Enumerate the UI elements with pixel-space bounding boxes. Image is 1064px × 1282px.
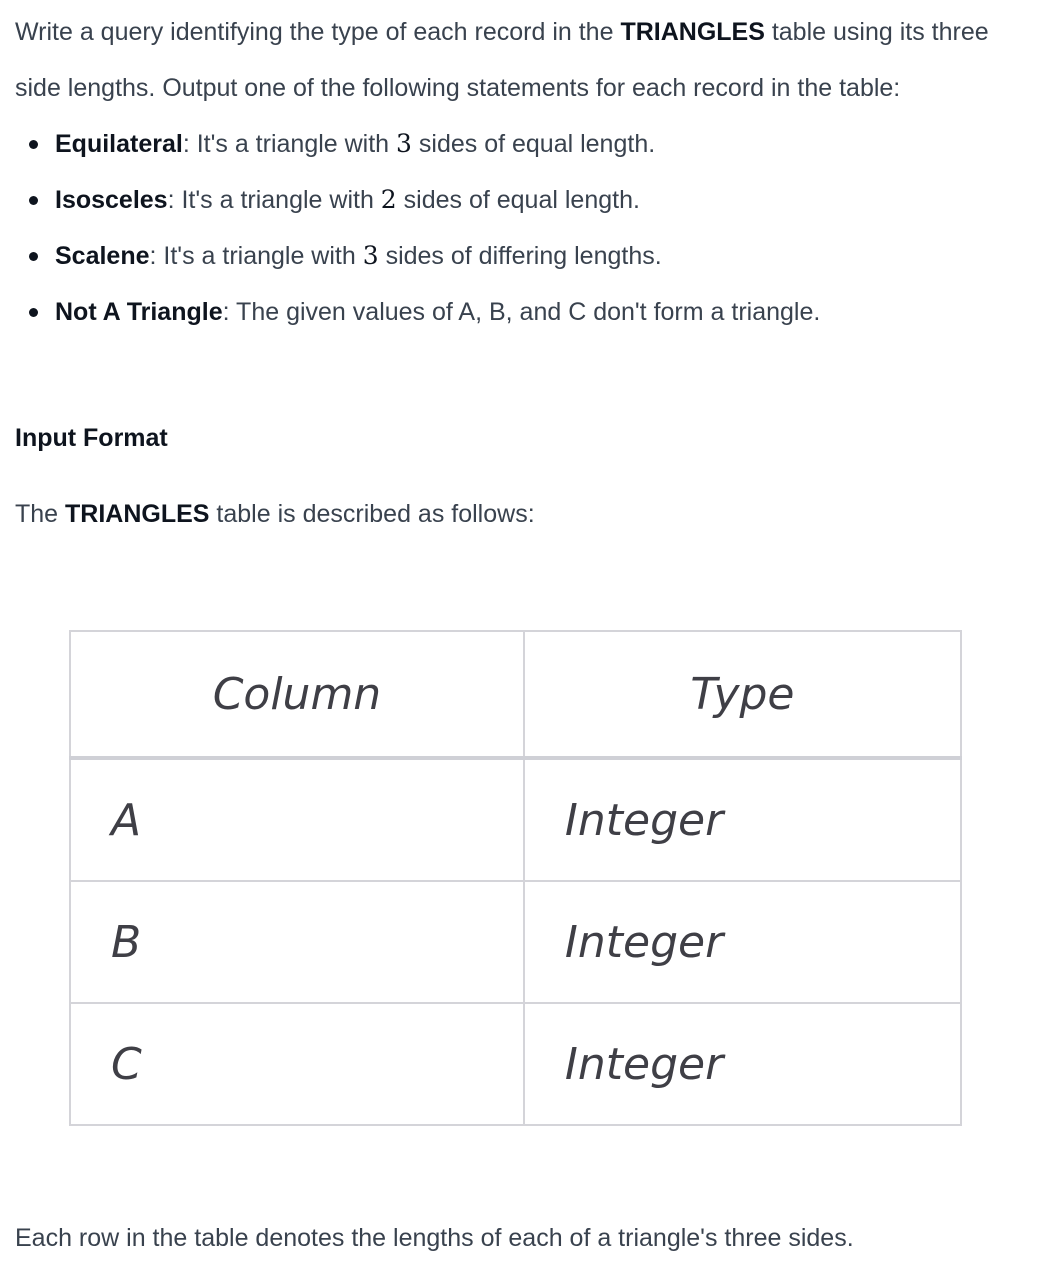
list-item-isosceles	[15, 172, 1035, 228]
list-item-number: 2	[380, 185, 397, 214]
desc-text-end: table is described as follows:	[209, 500, 535, 528]
input-format-heading: Input Format	[15, 424, 168, 452]
input-format-description	[15, 500, 535, 529]
intro-paragraph	[15, 0, 1035, 116]
list-item-term: Not A Triangle	[55, 298, 223, 326]
intro-text-start: Write a query identifying the type of each record in the	[15, 18, 621, 46]
list-item-not-a-triangle	[15, 284, 1035, 340]
desc-table-name: TRIANGLES	[65, 500, 210, 528]
column-header: Column	[70, 631, 524, 758]
list-item-term: Equilateral	[55, 130, 183, 158]
list-item-text-end: sides of differing lengths.	[378, 242, 662, 270]
table-header-row	[70, 631, 961, 758]
list-item-text: : It's a triangle with	[182, 130, 397, 158]
list-item-text-end: sides of equal length.	[411, 130, 656, 158]
bullet-dot-icon	[29, 308, 38, 317]
list-item-term: Isosceles	[55, 186, 168, 214]
bullet-dot-icon	[29, 252, 38, 261]
triangle-type-list	[15, 116, 1035, 340]
type-cell: Integer	[524, 1003, 961, 1125]
row-description: Each row in the table denotes the lengths of each of a triangle's three sides.	[15, 1224, 854, 1252]
desc-text-start: The	[15, 500, 66, 528]
intro-table-name: TRIANGLES	[620, 18, 765, 46]
column-cell: B	[70, 881, 524, 1003]
list-item-text: : It's a triangle with	[167, 186, 381, 214]
list-item-term: Scalene	[55, 242, 150, 270]
type-cell: Integer	[524, 881, 961, 1003]
problem-statement	[15, 0, 1035, 1252]
intro-text-end: table using its three side lengths. Output one of the following statements for each record in the table:	[15, 18, 989, 102]
bullet-dot-icon	[29, 140, 38, 149]
list-item-text: : The given values of A, B, and C don't form a triangle.	[222, 298, 821, 326]
list-item-number: 3	[396, 129, 412, 158]
type-header: Type	[524, 631, 961, 758]
type-cell: Integer	[524, 758, 961, 881]
schema-table	[69, 630, 962, 1126]
list-item-number: 3	[362, 241, 379, 270]
column-cell: C	[70, 1003, 524, 1125]
column-cell: A	[70, 758, 524, 881]
table-row	[70, 758, 961, 881]
list-item-text: : It's a triangle with	[149, 242, 363, 270]
list-item-scalene	[15, 228, 1035, 284]
list-item-text-end: sides of equal length.	[396, 186, 640, 214]
table-row	[70, 1003, 961, 1125]
bullet-dot-icon	[29, 196, 38, 205]
table-row	[70, 881, 961, 1003]
list-item-equilateral	[15, 116, 1035, 172]
